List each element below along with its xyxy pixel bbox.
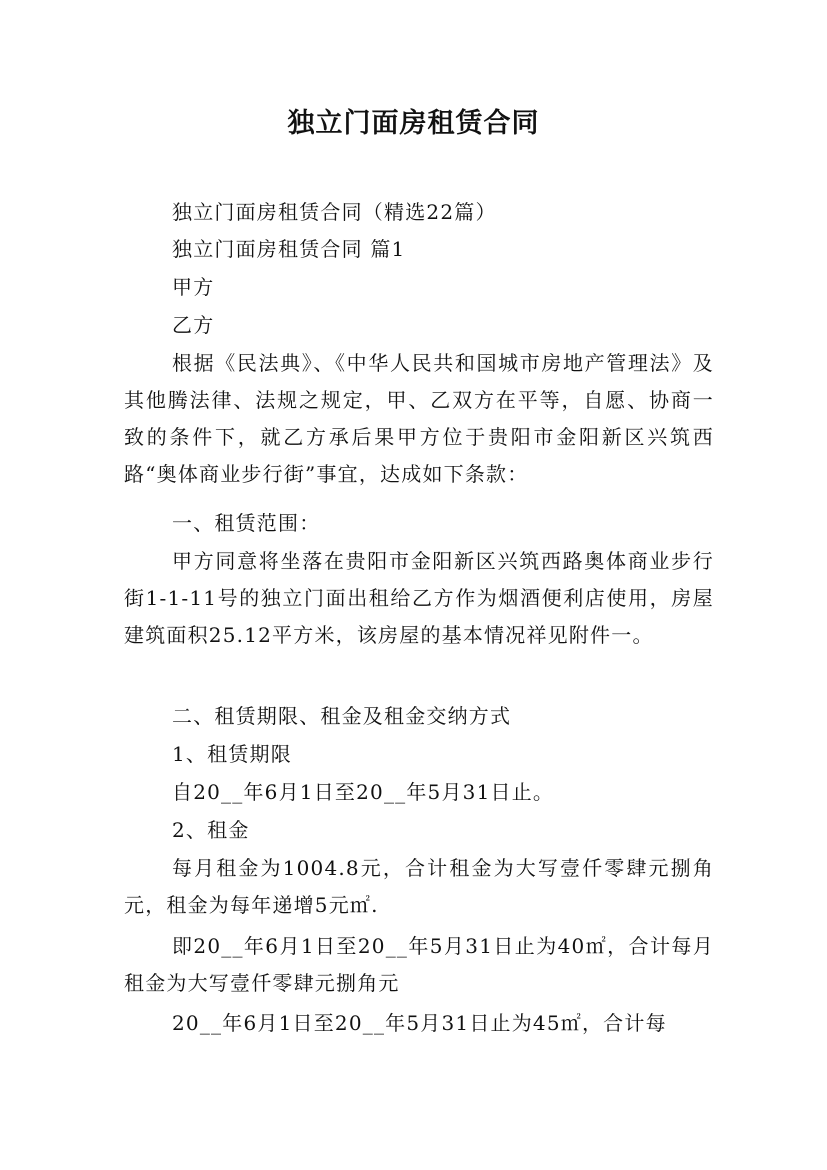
paragraph-section-heading: 独立门面房租赁合同 篇1 [172,237,406,261]
paragraph-rent-period-2: 20__年6月1日至20__年5月31日止为45㎡，合计每 [172,1011,667,1035]
paragraph-clause-1-heading: 一、租赁范围： [172,511,321,535]
paragraph-lease-term-heading: 1、租赁期限 [172,742,292,766]
paragraph-party-b: 乙方 [172,313,215,337]
document-title: 独立门面房租赁合同 [287,108,540,139]
paragraph-clause-2-heading: 二、租赁期限、租金及租金交纳方式 [172,704,512,728]
paragraph-clause-1-body: 甲方同意将坐落在贵阳市金阳新区兴筑西路奥体商业步行街1-1-11号的独立门面出租给乙方作为烟酒便利店使用，房屋建筑面积25.12平方米，该房屋的基本情况祥见附件一。 [124,549,714,647]
paragraph-rent-period-1: 即20__年6月1日至20__年5月31日止为40㎡，合计每月租金为大写壹仟零肆元捌角元 [124,934,714,995]
paragraph-lease-term-body: 自20__年6月1日至20__年5月31日止。 [172,780,555,804]
paragraph-party-a: 甲方 [172,275,215,299]
paragraph-preamble: 根据《民法典》、《中华人民共和国城市房地产管理法》及其他腾法律、法规之规定，甲、乙双方在平等，自愿、协商一致的条件下，就乙方承后果甲方位于贵阳市金阳新区兴筑西路“奥体商业步行街”事宜，达成如下条款： [124,351,714,486]
paragraph-rent-heading: 2、租金 [172,818,250,842]
paragraph-rent-body: 每月租金为1004.8元，合计租金为大写壹仟零肆元捌角元，租金为每年递增5元㎡. [124,856,714,917]
paragraph-subtitle: 独立门面房租赁合同（精选22篇） [172,200,497,224]
